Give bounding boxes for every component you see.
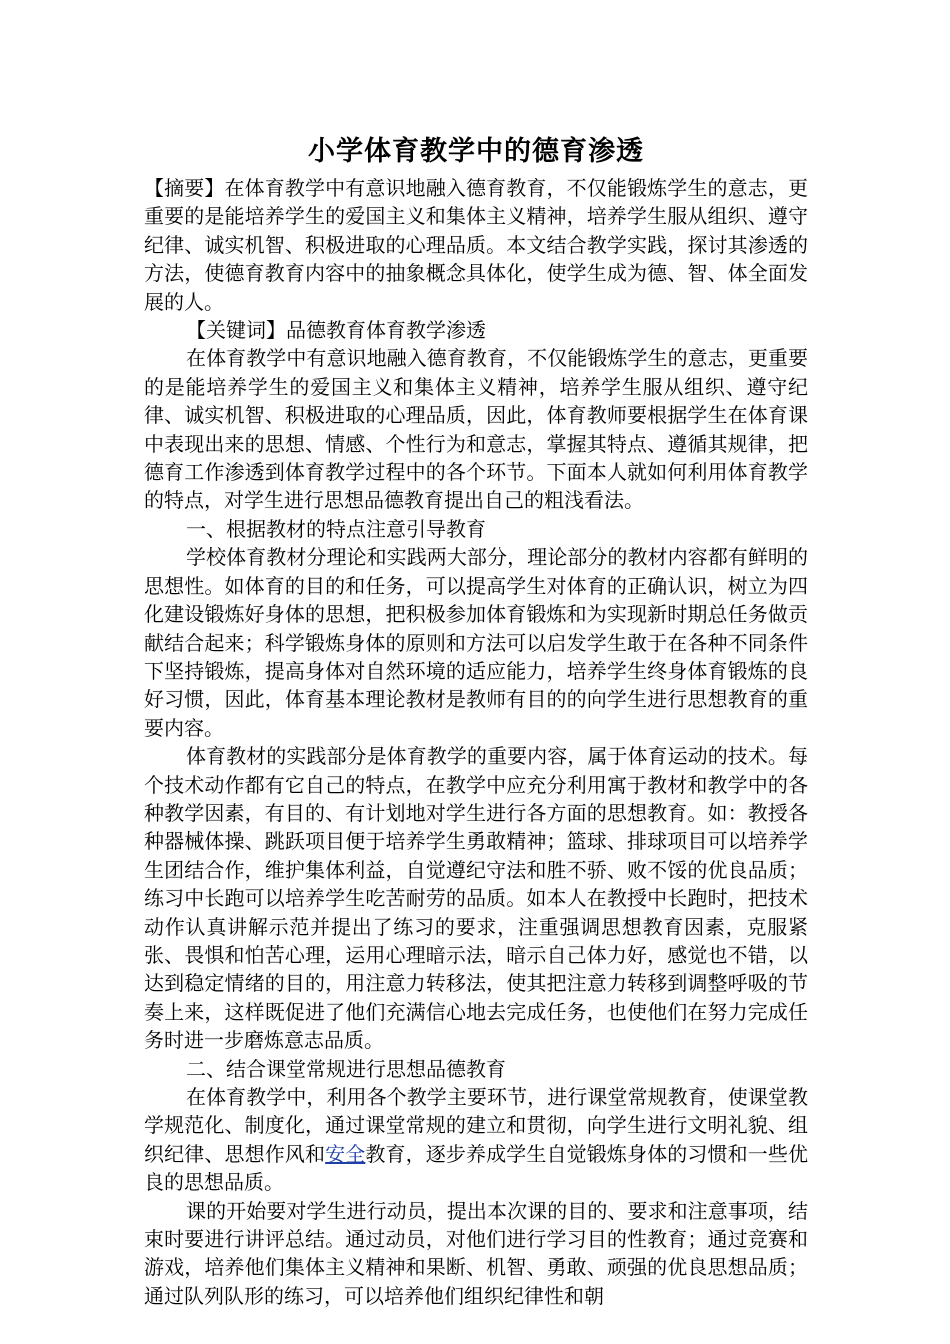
document-title: 小学体育教学中的德育渗透 xyxy=(308,136,644,167)
section1-paragraph-1: 学校体育教材分理论和实践两大部分，理论部分的教材内容都有鲜明的思想性。如体育的目的和任务，可以提高学生对体育的正确认识，树立为四化建设锻炼好身体的思想，把积极参加体育锻炼和为实现新时期总任务做贡献结合起来；科学锻炼身体的原则和方法可以启发学生敢于在各种不同条件下坚持锻炼，提高身体对自然环境的适应能力，培养学生终身体育锻炼的良好习惯，因此，体育基本理论教材是教师有目的的向学生进行思想教育的重要内容。 xyxy=(144,545,808,740)
keywords-line: 【关键词】品德教育体育教学渗透 xyxy=(186,318,486,343)
intro-paragraph: 在体育教学中有意识地融入德育教育，不仅能锻炼学生的意志，更重要的是能培养学生的爱国主义和集体主义精神，培养学生服从组织、遵守纪律、诚实机智、积极进取的心理品质，因此，体育教师要根据学生在体育课中表现出来的思想、情感、个性行为和意志，掌握其特点、遵循其规律，把德育工作渗透到体育教学过程中的各个环节。下面本人就如何利用体育教学的特点，对学生进行思想品德教育提出自己的粗浅看法。 xyxy=(144,346,808,513)
section-heading-1: 一、根据教材的特点注意引导教育 xyxy=(186,516,486,541)
section2-paragraph-1-text-after: 教育，逐步养成学生自觉锻炼身体的习惯和一些优良的思想品质。 xyxy=(144,1141,808,1195)
section2-paragraph-1-text-before: 在体育教学中，利用各个教学主要环节，进行课堂常规教育，使课堂教学规范化、制度化，通过课堂常规的建立和贯彻，向学生进行文明礼貌、组织纪律、思想作风和 xyxy=(144,1085,808,1166)
abstract-paragraph: 【摘要】在体育教学中有意识地融入德育教育，不仅能锻炼学生的意志，更重要的是能培养学生的爱国主义和集体主义精神，培养学生服从组织、遵守纪律、诚实机智、积极进取的心理品质。本文结合教学实践，探讨其渗透的方法，使德育教育内容中的抽象概念具体化，使学生成为德、智、体全面发展的人。 xyxy=(144,176,808,314)
document-page xyxy=(144,132,808,1310)
safety-link[interactable]: 安全 xyxy=(325,1141,366,1166)
section-heading-2: 二、结合课堂常规进行思想品德教育 xyxy=(186,1056,506,1081)
section2-paragraph-2: 课的开始要对学生进行动员，提出本次课的目的、要求和注意事项，结束时要进行讲评总结。通过动员，对他们进行学习目的性教育；通过竞赛和游戏，培养他们集体主义精神和果断、机智、勇敢、顽强的优良思想品质；通过队列队形的练习，可以培养他们组织纪律性和朝 xyxy=(144,1198,808,1308)
section2-paragraph-1 xyxy=(144,1083,808,1197)
section1-paragraph-2: 体育教材的实践部分是体育教学的重要内容，属于体育运动的技术。每个技术动作都有它自己的特点，在教学中应充分利用寓于教材和教学中的各种教学因素，有目的、有计划地对学生进行各方面的思想教育。如：教授各种器械体操、跳跃项目便于培养学生勇敢精神；篮球、排球项目可以培养学生团结合作，维护集体利益，自觉遵纪守法和胜不骄、败不馁的优良品质；练习中长跑可以培养学生吃苦耐劳的品质。如本人在教授中长跑时，把技术动作认真讲解示范并提出了练习的要求，注重强调思想教育因素，克服紧张、畏惧和怕苦心理，运用心理暗示法，暗示自己体力好，感觉也不错，以达到稳定情绪的目的，用注意力转移法，使其把注意力转移到调整呼吸的节奏上来，这样既促进了他们充满信心地去完成任务，也使他们在努力完成任务时进一步磨炼意志品质。 xyxy=(144,744,808,1053)
